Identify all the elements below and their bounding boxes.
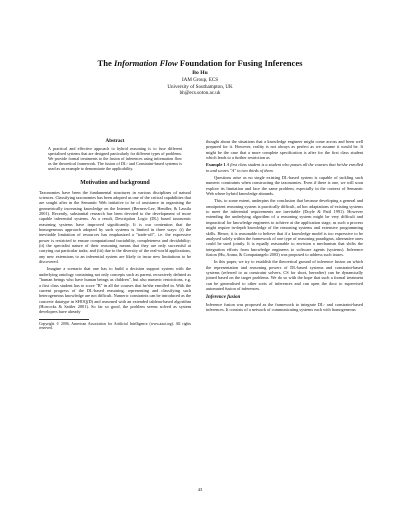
right-paragraph-5: Inference fusion was proposed as the framework to integrate DL- and constraint-based inferences. It consists of a network of communicating systems each with homogeneous [206, 302, 363, 313]
right-paragraph-4: In this paper, we try to establish the theoretical ground of inference fusion on which the representation and reasoning powers of DL-based systems and constraint-based systems (referred to as constraint solvers, CS for short, hereafter) can be dynamically joined based on the target problems. We do so with the hope that such a formal treatment can be generalised to other sorts of inferences and can open the door to supervised automated fusion of inferences. [206, 259, 363, 291]
abstract-text: A practical and effective approach to hybrid reasoning is to fuse different specialised systems that are designed particularly for different types of problems. We provide formal treatments to the fusion of inferences using information flow as the theoretical framework. The fusion of DL- and Constraint-based systems is used as an example to demonstrate the applicability. [48, 145, 182, 172]
paper-title [0, 58, 400, 68]
subsection-heading: Inference fusion [206, 295, 241, 301]
affiliation-university: University of Southampton, UK [167, 83, 233, 90]
abstract-heading: Abstract [105, 138, 125, 144]
right-paragraph-1: thought about the situations that a knowledge engineer might come across and been well prepared for it. However, reality is not always as perfect as we assume it would be. It might be the case that a more complete specification is after for the first class student which leads to a further restriction as [206, 139, 363, 161]
left-paragraph-1: Taxonomies have been the fundamental structures in various disciplines of natural sciences. Classifying taxonomies has been adopted as one of the critical capabilities that are sought after in the Semantic Web initiative to be of assistance in organising the geometrically increasing knowledge on the Internet (Berners-Lee, Hendler, & Lassila 2001). Recently, substantial research has been devoted to the development of more capable inferential systems. As a result, Description Logic (DL) based taxonomic reasoning systems have improved significantly. It is our contention that the homogeneous approach adopted by such systems is limited in three ways: (i) the inevitable limitation of resources has emphasized a "trade-off", i.e. the expressive power is restricted to ensure computational tractability, completeness and decidability; (ii) the specialist nature of their reasoning means that they are only successful at carrying out particular tasks; and (iii) due to the diversity of the real-world applications, any new extensions to an inferential system are likely to incur new limitations to be discovered. [39, 189, 191, 265]
right-paragraph-3: This, to some extent, underpins the conclusion that because developing a general and omnipotent reasoning system is practically difficult, ad hoc adaptations of existing systems to meet the inferential requirements are inevitable (Doyle & Patil 1991). However extending the underlying algorithm of a reasoning system might be very difficult and impractical for knowledge engineers to achieve at the application stage, as such a process might require in-depth knowledge of the reasoning systems and extensive programming skills. Hence, it is reasonable to believe that if a knowledge model is too expressive to be analysed solely within the framework of one type of reasoning paradigms, alternative ones could be used jointly. It is equally reasonable to envision a mechanism that shifts the integration efforts from knowledge engineers to software agents (systems). Inference fusion (Hu, Arana, & Compatangelo 2003) was proposed to address such issues. [206, 198, 363, 257]
title-prefix: The [97, 58, 114, 68]
example-label: Example 1 [206, 162, 226, 168]
example-block [206, 162, 363, 173]
page-number: 43 [197, 487, 203, 492]
footnote-rule [39, 319, 89, 320]
title-italic: Information Flow [113, 58, 178, 68]
left-column [39, 139, 191, 331]
copyright-footnote: Copyright © 2006, American Association for Artificial Intelligence (www.aaai.org). All rights reserved. [39, 321, 191, 331]
example-text: A first class student is a student who passes all the courses that he/she enrolled in and scores "A" in two thirds of them. [206, 162, 363, 173]
author-email: bh@ecs.soton.ac.uk [179, 90, 221, 96]
title-suffix: Foundation for Fusing Inferences [177, 58, 303, 68]
section-heading: Motivation and background [80, 180, 150, 187]
left-paragraph-2: Imagine a scenario that one has to build a decision support system with the underlying ontology containing not only concepts such as parent, recursively defined as "human beings who have human beings as children", but also numeric restrictions, e.g. a first class student has to score "B" in all the courses that he/she enrolled in. With the current progress of the DL-based reasoning, representing and classifying such heterogeneous knowledge are not difficult. Numeric constraints can be introduced as the concrete datatype in SHOQ(D) and reasoned with an extended tableau-based algorithm (Horrocks & Sattler 2001). So far so good, the problem seems solved as system developers have already [39, 266, 191, 315]
right-column [206, 139, 363, 315]
right-paragraph-2: Questions arise as no single existing DL-based system is capable of tackling such numeric constraints when constructing the taxonomies. Even if there is one, we will soon explore its limitation and face the same problem, especially in the context of Semantic Web where hybrid knowledge abounds. [206, 175, 363, 197]
affiliation-group: IAM Group, ECS [181, 77, 219, 83]
author-name: Bo Hu [192, 70, 208, 76]
